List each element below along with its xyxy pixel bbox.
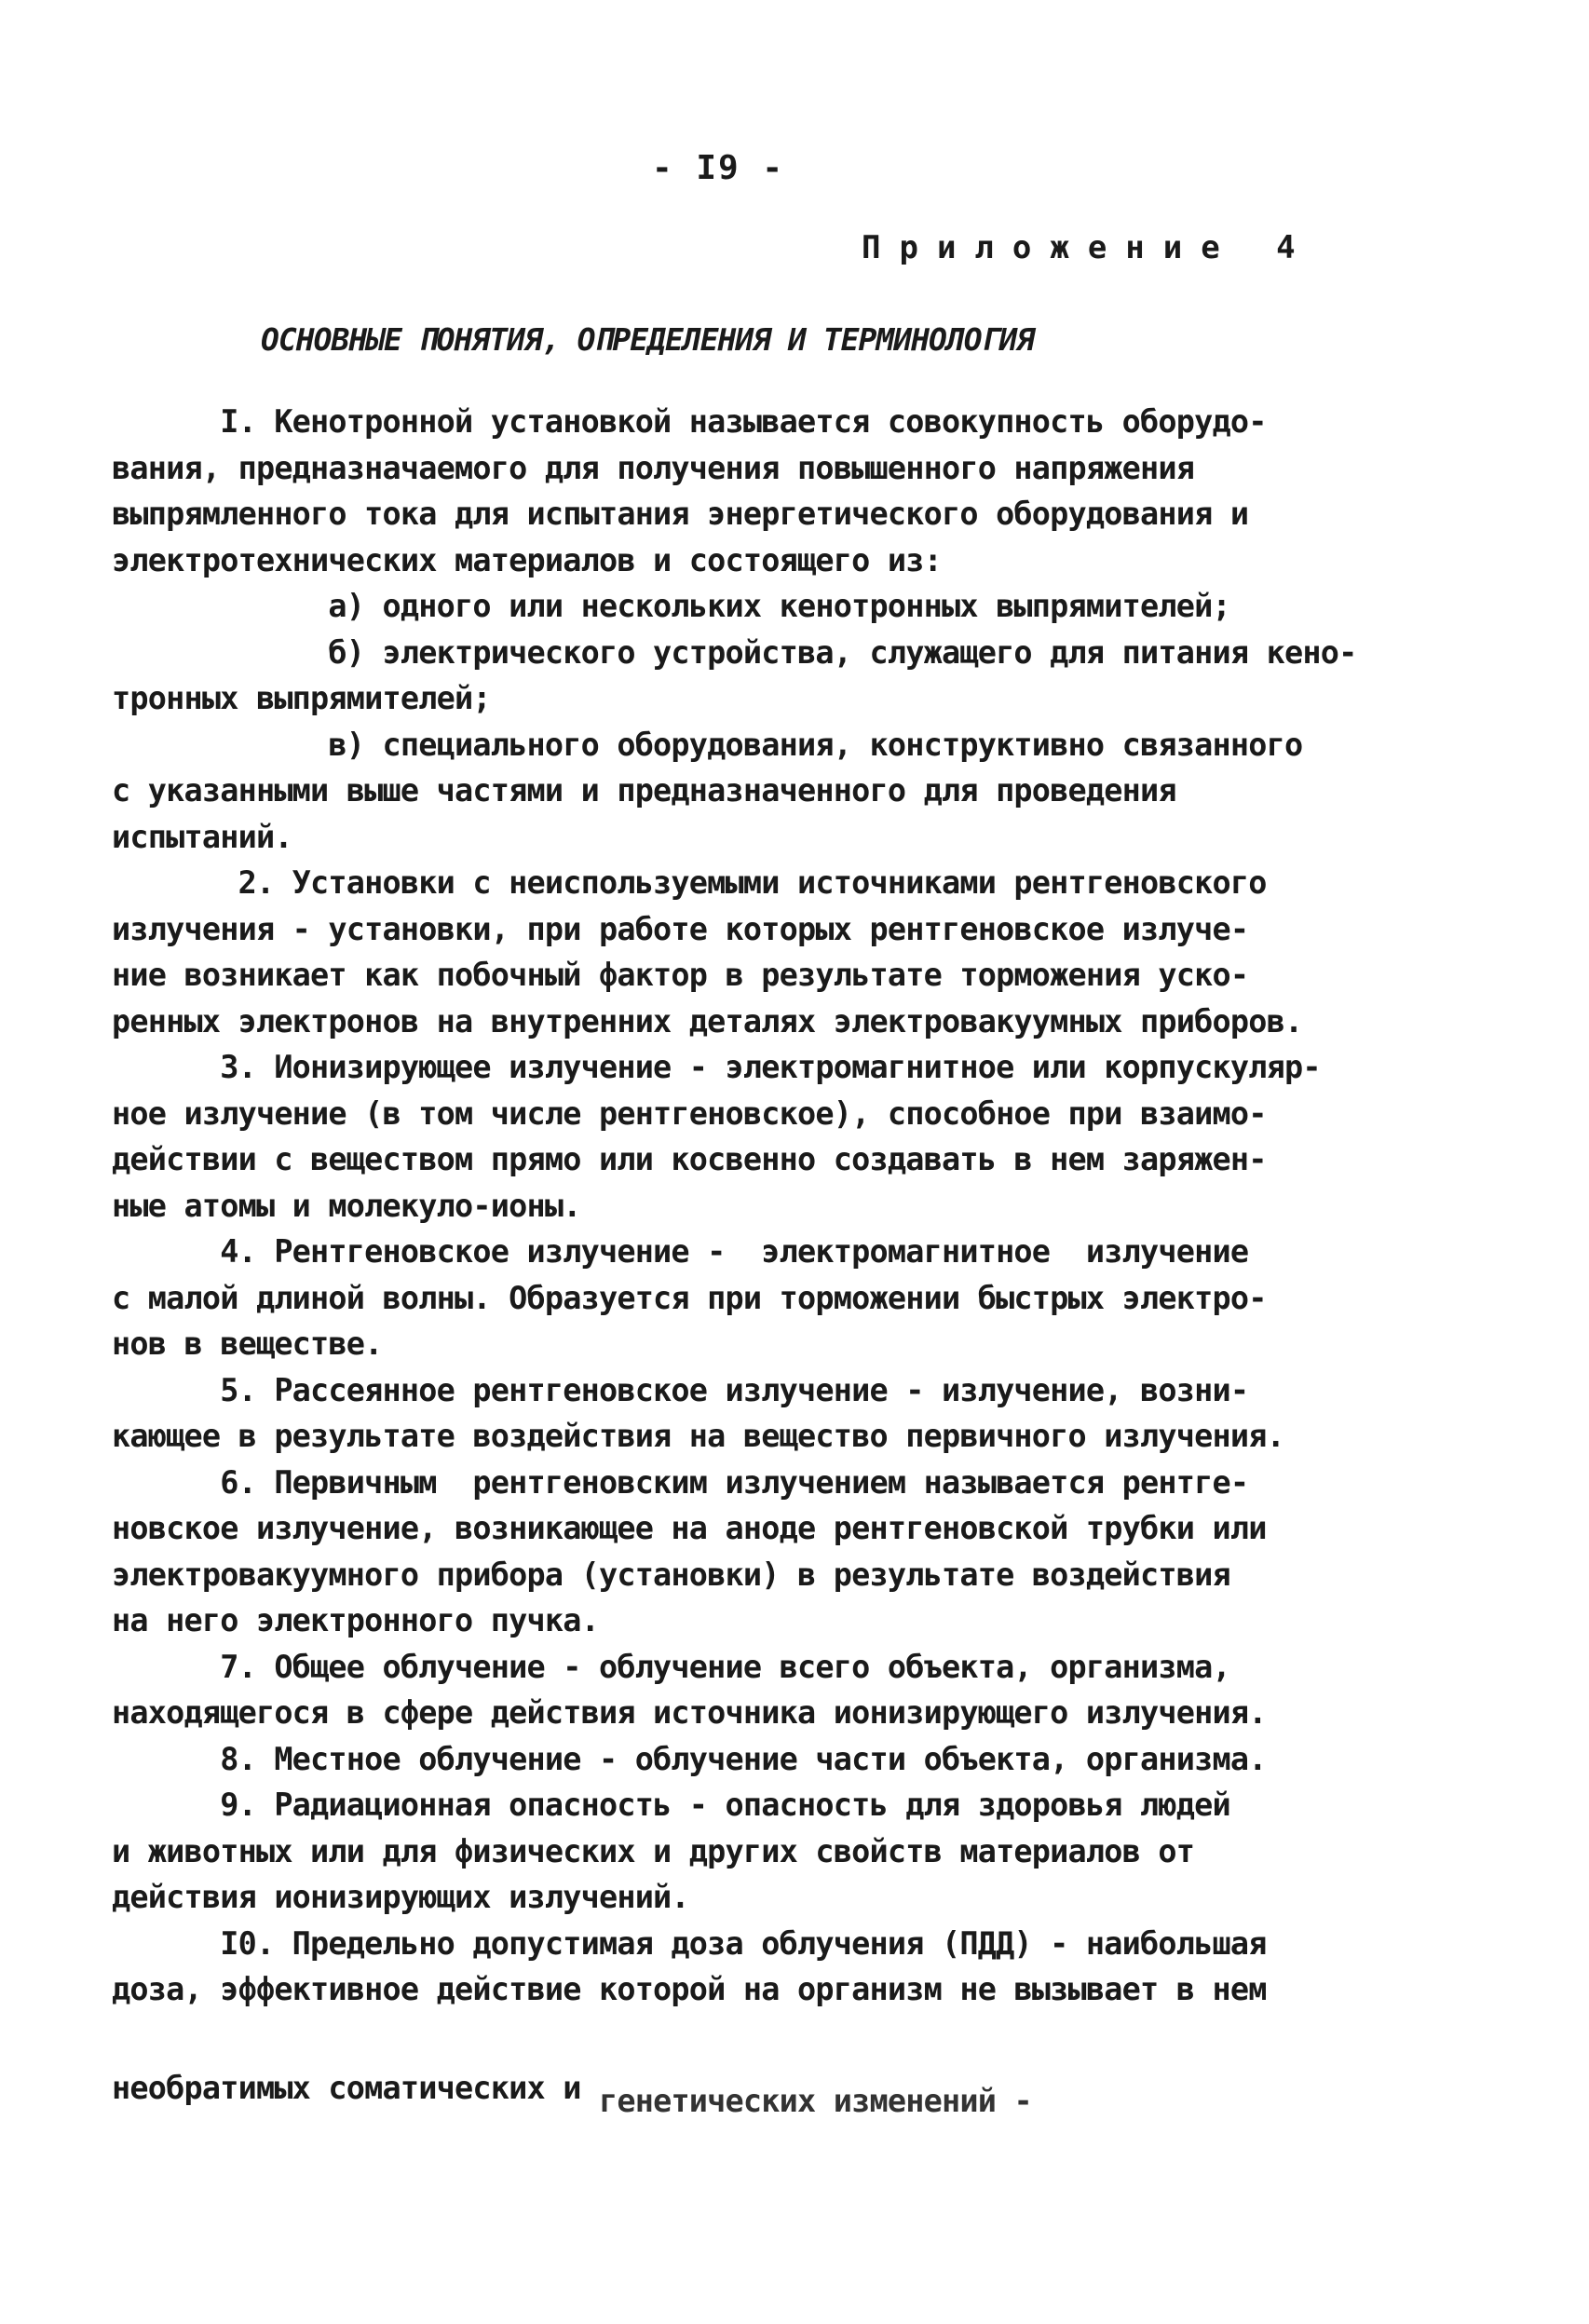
text-line: и животных или для физических и других свойств материалов от bbox=[112, 1832, 1195, 1869]
text-line: I0. Предельно допустимая доза облучения (ПДД) - наибольшая bbox=[112, 1924, 1267, 1962]
text-line: ренных электронов на внутренних деталях электровакуумных приборов. bbox=[112, 1002, 1303, 1040]
text-line: тронных выпрямителей; bbox=[112, 680, 491, 716]
text-line: ние возникает как побочный фактор в результате торможения уско- bbox=[112, 957, 1249, 993]
text-line: I. Кенотронной установкой называется совокупность оборудо- bbox=[112, 403, 1267, 440]
text-line: 5. Рассеянное рентгеновское излучение - излучение, возни- bbox=[112, 1371, 1249, 1408]
text-line: кающее в результате воздействия на вещество первичного излучения. bbox=[112, 1418, 1284, 1454]
text-line: электровакуумного прибора (установки) в результате воздействия bbox=[112, 1556, 1230, 1593]
text-line: испытаний. bbox=[112, 818, 292, 855]
text-line: б) электрического устройства, служащего для питания кено- bbox=[112, 633, 1357, 671]
text-line: находящегося в сфере действия источника ионизирующего излучения. bbox=[112, 1694, 1267, 1731]
text-line: на него электронного пучка. bbox=[112, 1602, 599, 1638]
section-title: ОСНОВНЫЕ ПОНЯТИЯ, ОПРЕДЕЛЕНИЯ И ТЕРМИНОЛОГИЯ bbox=[261, 321, 1035, 358]
trailing-text: необратимых соматических и bbox=[112, 2070, 599, 2106]
trailing-line bbox=[112, 2070, 1032, 2119]
text-line: доза, эффективное действие которой на организм не вызывает в нем bbox=[112, 1971, 1267, 2007]
page-number: - I9 - bbox=[652, 149, 785, 187]
text-line: вания, предназначаемого для получения повышенного напряжения bbox=[112, 449, 1195, 486]
text-line: ное излучение (в том числе рентгеновское), способное при взаимо- bbox=[112, 1094, 1267, 1132]
text-line: с малой длиной волны. Образуется при торможении быстрых электро- bbox=[112, 1279, 1267, 1316]
text-line: а) одного или нескольких кенотронных выпрямителей; bbox=[112, 588, 1230, 624]
text-line: электротехнических материалов и состоящего из: bbox=[112, 541, 942, 578]
text-line: 9. Радиационная опасность - опасность для здоровья людей bbox=[112, 1787, 1230, 1823]
text-line: с указанными выше частями и предназначенного для проведения bbox=[112, 772, 1176, 809]
text-line: 7. Общее облучение - облучение всего объекта, организма, bbox=[112, 1648, 1230, 1685]
text-line: в) специального оборудования, конструктивно связанного bbox=[112, 726, 1303, 763]
trailing-cut-text: генетических изменений - bbox=[598, 2083, 1032, 2119]
text-line: 4. Рентгеновское излучение - электромагнитное излучение bbox=[112, 1233, 1249, 1270]
text-line: ные атомы и молекуло-ионы. bbox=[112, 1187, 581, 1224]
text-line: действии с веществом прямо или косвенно создавать в нем заряжен- bbox=[112, 1141, 1267, 1177]
text-line: нов в веществе. bbox=[112, 1325, 383, 1362]
text-line: 8. Местное облучение - облучение части объекта, организма. bbox=[112, 1740, 1267, 1777]
text-line: 6. Первичным рентгеновским излучением называется рентге- bbox=[112, 1463, 1249, 1501]
text-line: новское излучение, возникающее на аноде рентгеновской трубки или bbox=[112, 1510, 1267, 1546]
body-text bbox=[112, 399, 1453, 2013]
text-line: излучения - установки, при работе которых рентгеновское излуче- bbox=[112, 910, 1249, 947]
text-line: 3. Ионизирующее излучение - электромагнитное или корпускуляр- bbox=[112, 1049, 1321, 1085]
text-line: действия ионизирующих излучений. bbox=[112, 1879, 689, 1915]
appendix-label: Приложение 4 bbox=[862, 229, 1314, 266]
text-line: 2. Установки с неиспользуемыми источниками рентгеновского bbox=[112, 864, 1267, 901]
text-line: выпрямленного тока для испытания энергетического оборудования и bbox=[112, 496, 1249, 532]
